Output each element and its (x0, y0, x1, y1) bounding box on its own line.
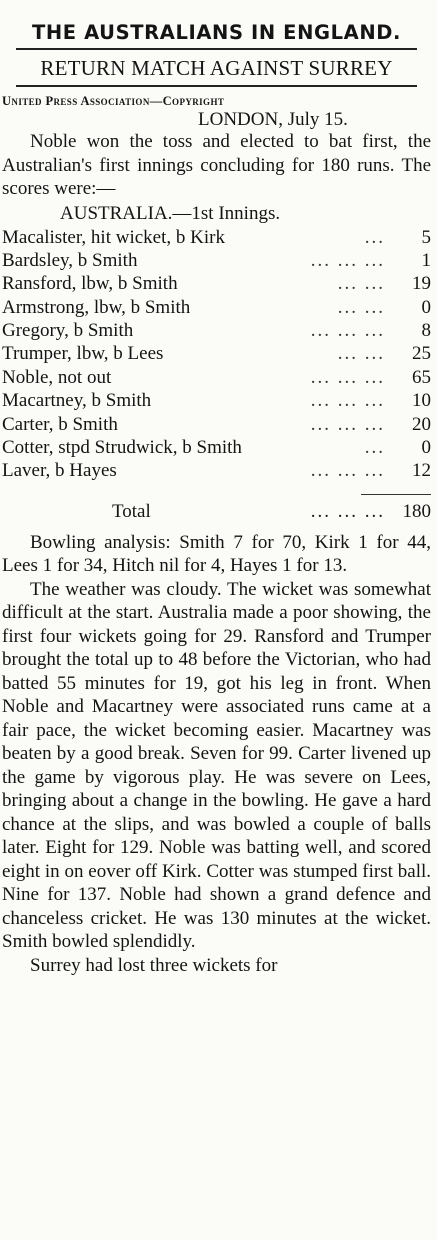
runs-value: 10 (412, 390, 431, 412)
leader-dots: ... ... (337, 343, 385, 365)
intro-paragraph: Noble won the toss and elected to bat first, the Australian's first innings concluding for 180 runs. The scores were:— (2, 131, 431, 199)
batsman-entry: Gregory, b Smith (2, 320, 134, 342)
bowling-analysis: Bowling analysis: Smith 7 for 70, Kirk 1 for 44, Lees 1 for 34, Hitch nil for 4, Hayes 1 for 13. (2, 531, 431, 577)
scorecard-row (2, 297, 431, 320)
subheadline: RETURN MATCH AGAINST SURREY (40, 56, 393, 80)
innings-heading: AUSTRALIA.—1st Innings. (60, 202, 281, 224)
scorecard-row (2, 390, 431, 413)
subheadline-rule (16, 85, 417, 87)
leader-dots: ... ... ... (310, 460, 385, 482)
runs-value: 8 (421, 320, 431, 342)
leader-dots: ... (364, 437, 385, 459)
headline-rule (16, 48, 417, 50)
scorecard-row (2, 250, 431, 273)
batsman-entry: Noble, not out (2, 366, 112, 388)
leader-dots: ... (364, 226, 385, 248)
scorecard-row (2, 320, 431, 343)
headline: THE AUSTRALIANS IN ENGLAND. (31, 21, 402, 44)
total-runs: 180 (402, 500, 431, 522)
scorecard-row (2, 273, 431, 296)
runs-value: 20 (412, 413, 431, 435)
leader-dots: ... ... (337, 273, 385, 295)
scorecard (2, 227, 431, 484)
runs-value: 0 (421, 296, 431, 318)
newspaper-column (0, 20, 437, 1240)
runs-value: 0 (421, 437, 431, 459)
scorecard-row (2, 460, 431, 483)
credit-line: United Press Association—Copyright (2, 94, 225, 108)
leader-dots: ... ... ... (310, 413, 385, 435)
leader-dots: ... ... ... (310, 500, 385, 522)
batsman-entry: Cotter, stpd Strudwick, b Smith (2, 437, 242, 459)
batsman-entry: Laver, b Hayes (2, 460, 117, 482)
scorecard-row (2, 437, 431, 460)
runs-value: 19 (412, 273, 431, 295)
scorecard-row (2, 227, 431, 250)
total-rule (361, 494, 431, 495)
batsman-entry: Carter, b Smith (2, 413, 118, 435)
final-line: Surrey had lost three wickets for (30, 954, 278, 976)
scorecard-row (2, 367, 431, 390)
runs-value: 1 (421, 249, 431, 271)
batsman-entry: Macalister, hit wicket, b Kirk (2, 226, 225, 248)
batsman-entry: Armstrong, lbw, b Smith (2, 296, 191, 318)
leader-dots: ... ... (337, 296, 385, 318)
batsman-entry: Trumper, lbw, b Lees (2, 343, 164, 365)
runs-value: 12 (412, 460, 431, 482)
scorecard-row (2, 414, 431, 437)
leader-dots: ... ... ... (310, 390, 385, 412)
leader-dots: ... ... ... (310, 249, 385, 271)
dateline: LONDON, July 15. (198, 109, 348, 130)
match-report: The weather was cloudy. The wicket was somewhat difficult at the start. Australia made a poor showing, the first four wickets going for 29. Ransford and Trumper brought the total up to 48 before the Victorian, who had batted 55 minutes for 19, got his leg in front. When Noble and Macartney were associated runs came at a fair pace, the wicket becoming easier. Macartney was beaten by a good break. Seven for 99. Carter livened up the game by vigorous play. He was severe on Lees, bringing about a change in the bowling. He gave a hard chance at the slips, and was bowled a couple of balls later. Eight for 129. Noble was batting well, and scored eight in on eover off Kirk. Cotter was stumped first ball. Nine for 137. Noble had shown a grand defence and chanceless cricket. He was 130 minutes at the wicket. Smith bowled splendidly. (2, 578, 431, 953)
runs-value: 25 (412, 343, 431, 365)
batsman-entry: Macartney, b Smith (2, 390, 152, 412)
total-label: Total (112, 500, 151, 522)
runs-value: 65 (412, 366, 431, 388)
total-row (2, 501, 431, 531)
leader-dots: ... ... ... (310, 366, 385, 388)
batsman-entry: Bardsley, b Smith (2, 249, 138, 271)
leader-dots: ... ... ... (310, 320, 385, 342)
batsman-entry: Ransford, lbw, b Smith (2, 273, 178, 295)
scorecard-row (2, 343, 431, 366)
runs-value: 5 (421, 226, 431, 248)
